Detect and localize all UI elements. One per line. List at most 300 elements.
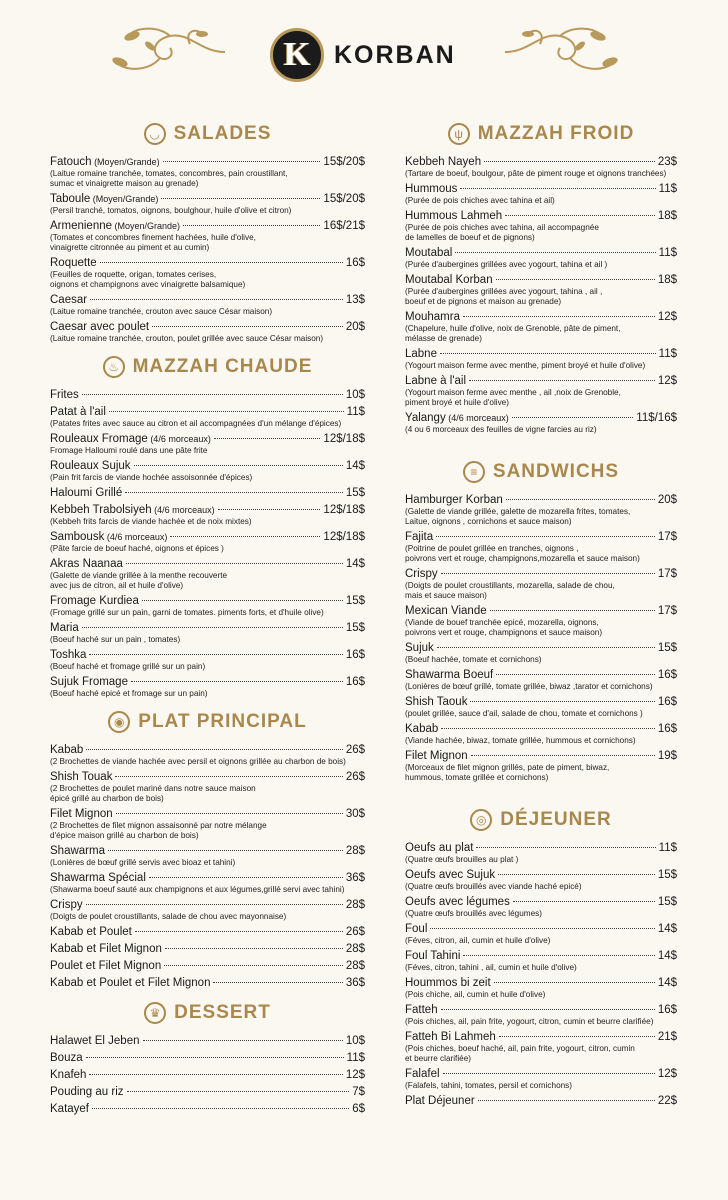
item-price: 11$/16$ bbox=[636, 412, 677, 424]
item-name: Shawarma Spécial bbox=[50, 872, 146, 884]
item-name: Filet Mignon bbox=[50, 808, 113, 820]
right-floral-ornament-icon bbox=[500, 22, 620, 82]
item-price: 11$ bbox=[346, 1052, 365, 1064]
dot-leader bbox=[441, 728, 655, 729]
menu-item bbox=[405, 209, 677, 243]
item-price: 11$ bbox=[658, 247, 677, 259]
item-price: 16$ bbox=[345, 676, 365, 688]
item-name: Sujuk bbox=[405, 642, 434, 654]
menu-item bbox=[405, 749, 677, 783]
item-portion-note: (Moyen/Grande) bbox=[91, 157, 160, 167]
item-price: 6$ bbox=[352, 1103, 365, 1115]
spoon-fork-icon: ψ bbox=[448, 123, 470, 145]
dot-leader bbox=[165, 948, 343, 949]
menu-item bbox=[405, 182, 677, 206]
dot-leader bbox=[127, 1091, 350, 1092]
menu-item-line bbox=[50, 432, 365, 446]
item-price: 15$ bbox=[345, 622, 365, 634]
item-price: 11$ bbox=[658, 183, 677, 195]
egg-pan-icon: ◎ bbox=[470, 809, 492, 831]
item-description: (Laitue romaine tranchée, tomates, concombres, pain croustillant, bbox=[50, 169, 288, 178]
item-description: Fromage Halloumi roulé dans une pâte frite bbox=[50, 446, 208, 455]
section-title: DESSERT bbox=[174, 1002, 271, 1023]
item-name: Fatteh Bi Lahmeh bbox=[405, 1031, 496, 1043]
dot-leader bbox=[455, 252, 655, 253]
menu-item bbox=[50, 898, 365, 922]
item-description: (Pain frit farcis de viande hochée assoisonnée d'épices) bbox=[50, 473, 253, 482]
menu-item bbox=[50, 807, 365, 841]
item-name: Shawarma bbox=[50, 845, 105, 857]
item-description: (Shawarma boeuf sauté aux champignons et aux légumes,grillé servi avec tahini) bbox=[50, 885, 345, 894]
dot-leader bbox=[131, 681, 343, 682]
dot-leader bbox=[183, 225, 320, 226]
item-description: (Purée de pois chiches avec tahina et ail) bbox=[405, 196, 555, 205]
menu-item-line bbox=[405, 1003, 677, 1017]
menu-item bbox=[405, 695, 677, 719]
item-price: 12$/18$ bbox=[323, 504, 365, 516]
item-price: 16$ bbox=[657, 696, 677, 708]
dot-leader bbox=[506, 499, 655, 500]
menu-item bbox=[50, 320, 365, 344]
dot-leader bbox=[213, 982, 342, 983]
section-title: MAZZAH CHAUDE bbox=[132, 356, 313, 377]
item-name: Labne bbox=[405, 348, 437, 360]
item-description: poivrons vert et rouge, champignons et sauce maison) bbox=[405, 628, 603, 637]
item-price: 12$ bbox=[657, 375, 677, 387]
menu-item bbox=[50, 675, 365, 699]
item-name: Haloumi Grillé bbox=[50, 487, 123, 499]
item-name: Hamburger Korban bbox=[405, 494, 503, 506]
item-price: 28$ bbox=[345, 960, 365, 972]
item-description: (Fromage grillé sur un pain, garni de tomates. piments forts, et d'huile olive) bbox=[50, 608, 324, 617]
menu-item bbox=[50, 1051, 365, 1065]
item-name: Kebbeh Trabolsiyeh (4/6 morceaux) bbox=[50, 504, 215, 516]
menu-item bbox=[405, 1094, 677, 1108]
menu-item bbox=[405, 922, 677, 946]
menu-item-line bbox=[50, 192, 365, 206]
menu-item-line bbox=[405, 530, 677, 544]
menu-section bbox=[405, 115, 677, 435]
item-price: 16$ bbox=[657, 723, 677, 735]
left-floral-ornament-icon bbox=[110, 22, 230, 82]
item-description: (Falafels, tahini, tomates, persil et cornichons) bbox=[405, 1081, 573, 1090]
item-name: Caesar avec poulet bbox=[50, 321, 150, 333]
left-menu-column bbox=[50, 115, 365, 1119]
menu-item bbox=[50, 871, 365, 895]
menu-item bbox=[50, 557, 365, 591]
menu-item-line bbox=[405, 347, 677, 361]
menu-section bbox=[405, 801, 677, 1108]
item-price: 15$ bbox=[657, 869, 677, 881]
menu-item-line bbox=[405, 155, 677, 169]
item-price: 12$ bbox=[345, 1069, 365, 1081]
item-price: 16$ bbox=[345, 649, 365, 661]
section-title: PLAT PRINCIPAL bbox=[138, 711, 307, 732]
item-description: (Féves, citron, ail, cumin et huile d'olive) bbox=[405, 936, 551, 945]
item-name: Yalangy (4/6 morceaux) bbox=[405, 412, 509, 424]
menu-item bbox=[405, 868, 677, 892]
salad-bowl-icon: ◡ bbox=[144, 123, 166, 145]
item-description: et beurre clarifiée) bbox=[405, 1054, 471, 1063]
item-description: (Lonières de bœuf grillé servis avec bioaz et tahini) bbox=[50, 858, 236, 867]
item-name: Caesar bbox=[50, 294, 88, 306]
menu-item-line bbox=[405, 493, 677, 507]
item-price: 16$/21$ bbox=[323, 220, 365, 232]
dot-leader bbox=[505, 215, 655, 216]
item-price: 28$ bbox=[345, 899, 365, 911]
dot-leader bbox=[86, 904, 343, 905]
item-price: 26$ bbox=[345, 744, 365, 756]
menu-item bbox=[405, 273, 677, 307]
item-description: boeuf et de pignons et maison au grenade) bbox=[405, 297, 562, 306]
menu-item bbox=[405, 641, 677, 665]
item-name: Hummous Lahmeh bbox=[405, 210, 503, 222]
dot-leader bbox=[214, 438, 321, 439]
dot-leader bbox=[152, 326, 343, 327]
item-price: 12$ bbox=[657, 1068, 677, 1080]
item-description: (Chapelure, huile d'olive, noix de Grenoble, pâte de piment, bbox=[405, 324, 621, 333]
sandwich-icon: ≡ bbox=[463, 461, 485, 483]
item-description: (Feuilles de roquette, origan, tomates cerises, bbox=[50, 270, 217, 279]
menu-item-line bbox=[405, 246, 677, 260]
item-name: Plat Déjeuner bbox=[405, 1095, 475, 1107]
item-description: (Yogourt maison ferme avec menthe , ail ,noix de Grenoble, bbox=[405, 388, 621, 397]
item-name: Hoummos bi zeit bbox=[405, 977, 491, 989]
item-description: (Tomates et concombres finement hachées, huile d'olive, bbox=[50, 233, 256, 242]
right-menu-column bbox=[405, 115, 677, 1111]
item-name: Akras Naanaa bbox=[50, 558, 123, 570]
dot-leader bbox=[494, 982, 655, 983]
menu-item-line bbox=[50, 219, 365, 233]
item-description: (Morceaux de filet mignon grillés, pate de piment, biwaz, bbox=[405, 763, 610, 772]
item-description: (Kebbeh frits farcis de viande hachée et de noix mixtes) bbox=[50, 517, 252, 526]
item-description: (poulet grillée, sauce d'ail, salade de chou, tomate et cornichons ) bbox=[405, 709, 643, 718]
dot-leader bbox=[82, 627, 343, 628]
menu-section bbox=[405, 453, 677, 783]
dot-leader bbox=[437, 647, 655, 648]
item-name: Kabab bbox=[405, 723, 439, 735]
menu-item bbox=[405, 604, 677, 638]
item-price: 11$ bbox=[346, 406, 365, 418]
menu-item bbox=[50, 594, 365, 618]
dot-leader bbox=[109, 411, 344, 412]
dot-leader bbox=[499, 1036, 655, 1037]
menu-item-line bbox=[405, 949, 677, 963]
item-portion-note: (4/6 morceaux) bbox=[151, 505, 215, 515]
menu-item bbox=[50, 155, 365, 189]
item-name: Crispy bbox=[405, 568, 438, 580]
menu-item bbox=[50, 743, 365, 767]
menu-item bbox=[50, 293, 365, 317]
item-name: Kabab et Poulet et Filet Mignon bbox=[50, 977, 211, 989]
item-description: (Quatre œufs brouilles au plat ) bbox=[405, 855, 519, 864]
dot-leader bbox=[100, 262, 343, 263]
dot-leader bbox=[496, 674, 655, 675]
menu-item bbox=[50, 1034, 365, 1048]
dot-leader bbox=[430, 928, 654, 929]
item-price: 14$ bbox=[657, 977, 677, 989]
menu-item-line bbox=[405, 976, 677, 990]
menu-section bbox=[50, 115, 365, 344]
menu-item bbox=[405, 841, 677, 865]
item-description: (Pâte farcie de boeuf haché, oignons et épices ) bbox=[50, 544, 224, 553]
item-price: 12$/18$ bbox=[323, 531, 365, 543]
menu-item-line bbox=[405, 182, 677, 196]
menu-item-line bbox=[50, 388, 365, 402]
plate-cutlery-icon: ◉ bbox=[108, 711, 130, 733]
logo-letter: K bbox=[283, 36, 311, 73]
section-header bbox=[405, 801, 677, 839]
menu-header bbox=[0, 0, 728, 110]
item-description: piment broyé et huile d'olive) bbox=[405, 398, 509, 407]
item-name: Katayef bbox=[50, 1103, 89, 1115]
dot-leader bbox=[498, 874, 655, 875]
menu-item-line bbox=[405, 1030, 677, 1044]
hot-dish-icon: ♨ bbox=[103, 356, 125, 378]
item-description: d'épice maison grillé au charbon de bois) bbox=[50, 831, 199, 840]
dot-leader bbox=[164, 965, 343, 966]
dot-leader bbox=[513, 901, 655, 902]
item-description: (Lonières de bœuf grillé, tomate grillée, biwaz ,tarator et cornichons) bbox=[405, 682, 653, 691]
menu-item-line bbox=[405, 604, 677, 618]
menu-item-line bbox=[50, 530, 365, 544]
item-name: Rouleaux Sujuk bbox=[50, 460, 131, 472]
menu-item-line bbox=[405, 922, 677, 936]
section-header bbox=[50, 348, 365, 386]
dot-leader bbox=[125, 492, 343, 493]
item-name: Kebbeh Nayeh bbox=[405, 156, 482, 168]
item-price: 28$ bbox=[345, 845, 365, 857]
item-price: 21$ bbox=[657, 1031, 677, 1043]
dot-leader bbox=[86, 1057, 344, 1058]
menu-item bbox=[50, 959, 365, 973]
menu-item bbox=[50, 925, 365, 939]
dot-leader bbox=[134, 465, 343, 466]
menu-item-line bbox=[50, 320, 365, 334]
item-description: (Viande hachée, biwaz, tomate grillée, hummous et cornichons) bbox=[405, 736, 636, 745]
menu-item-line bbox=[405, 868, 677, 882]
item-price: 7$ bbox=[352, 1086, 365, 1098]
menu-item bbox=[50, 432, 365, 456]
item-price: 20$ bbox=[657, 494, 677, 506]
menu-item-line bbox=[50, 743, 365, 757]
menu-item-line bbox=[405, 411, 677, 425]
menu-item-line bbox=[50, 486, 365, 500]
menu-item bbox=[405, 895, 677, 919]
dot-leader bbox=[476, 847, 655, 848]
item-description: (Persil tranché, tomatos, oignons, boulghour, huile d'olive et citron) bbox=[50, 206, 292, 215]
item-price: 10$ bbox=[345, 389, 365, 401]
item-name: Falafel bbox=[405, 1068, 440, 1080]
item-description: hummous, tomate grillée et cornichons) bbox=[405, 773, 549, 782]
item-price: 18$ bbox=[657, 274, 677, 286]
menu-item-line bbox=[50, 959, 365, 973]
item-name: Halawet El Jeben bbox=[50, 1035, 140, 1047]
item-name: Knafeh bbox=[50, 1069, 87, 1081]
menu-item-line bbox=[50, 898, 365, 912]
dot-leader bbox=[460, 188, 655, 189]
item-price: 11$ bbox=[658, 842, 677, 854]
dot-leader bbox=[470, 701, 654, 702]
dot-leader bbox=[463, 955, 654, 956]
item-name: Kabab et Poulet bbox=[50, 926, 132, 938]
dot-leader bbox=[496, 279, 655, 280]
item-price: 16$ bbox=[657, 1004, 677, 1016]
item-name: Labne à l'ail bbox=[405, 375, 467, 387]
dot-leader bbox=[478, 1100, 655, 1101]
item-description: (Pois chiche, ail, cumin et huile d'olive) bbox=[405, 990, 546, 999]
menu-item-line bbox=[50, 807, 365, 821]
item-description: épicé grillé au charbon de bois) bbox=[50, 794, 164, 803]
menu-item bbox=[50, 1102, 365, 1116]
item-portion-note: (Moyen/Grande) bbox=[90, 194, 159, 204]
item-description: (Boeuf haché epicé et fromage sur un pain) bbox=[50, 689, 208, 698]
item-name: Toshka bbox=[50, 649, 87, 661]
dot-leader bbox=[471, 755, 655, 756]
item-description: (Doigts de poulet croustillants, mozarella, salade de chou, bbox=[405, 581, 615, 590]
menu-item bbox=[50, 459, 365, 483]
menu-item bbox=[50, 621, 365, 645]
dot-leader bbox=[142, 600, 343, 601]
item-description: (Laitue romaine tranchée, crouton avec sauce César maison) bbox=[50, 307, 273, 316]
menu-item-line bbox=[405, 374, 677, 388]
menu-item bbox=[405, 668, 677, 692]
logo-badge bbox=[270, 28, 324, 82]
item-name: Kabab bbox=[50, 744, 84, 756]
item-description: (Laitue romaine tranchée, crouton, poulet grillée avec sauce César maison) bbox=[50, 334, 324, 343]
menu-item-line bbox=[50, 976, 365, 990]
menu-item bbox=[50, 503, 365, 527]
menu-section bbox=[50, 994, 365, 1116]
menu-item-line bbox=[50, 770, 365, 784]
item-description: (Poitrine de poulet grillée en tranches, oignons , bbox=[405, 544, 579, 553]
dot-leader bbox=[440, 353, 656, 354]
dot-leader bbox=[443, 1073, 655, 1074]
item-price: 11$ bbox=[658, 348, 677, 360]
item-description: de lamelles de boeuf et de pignons) bbox=[405, 233, 535, 242]
menu-section bbox=[50, 348, 365, 699]
dot-leader bbox=[463, 316, 655, 317]
item-description: (Boeuf hachée, tomate et cornichons) bbox=[405, 655, 542, 664]
menu-item bbox=[50, 192, 365, 216]
brand-name: KORBAN bbox=[334, 40, 456, 69]
menu-item bbox=[50, 844, 365, 868]
item-description: sumac et vinaigrette maison au grenade) bbox=[50, 179, 199, 188]
item-price: 14$ bbox=[345, 558, 365, 570]
item-price: 18$ bbox=[657, 210, 677, 222]
item-description: mélasse de grenade) bbox=[405, 334, 482, 343]
item-name: Fajita bbox=[405, 531, 434, 543]
item-name: Kabab et Filet Mignon bbox=[50, 943, 162, 955]
dot-leader bbox=[126, 563, 343, 564]
menu-item bbox=[405, 493, 677, 527]
item-price: 15$ bbox=[345, 595, 365, 607]
menu-item-line bbox=[50, 871, 365, 885]
item-description: avec jus de citron, ail et huile d'olive) bbox=[50, 581, 184, 590]
item-price: 16$ bbox=[345, 257, 365, 269]
menu-item bbox=[405, 374, 677, 408]
menu-item-line bbox=[405, 895, 677, 909]
menu-item bbox=[50, 1068, 365, 1082]
item-name: Roquette bbox=[50, 257, 97, 269]
item-description: (Boeuf haché sur un pain , tomates) bbox=[50, 635, 181, 644]
menu-item bbox=[50, 770, 365, 804]
menu-item-line bbox=[405, 273, 677, 287]
menu-item bbox=[50, 976, 365, 990]
item-description: (Féves, citron, tahini , ail, cumin et huile d'olive) bbox=[405, 963, 577, 972]
item-price: 17$ bbox=[657, 531, 677, 543]
menu-item-line bbox=[405, 209, 677, 223]
section-header bbox=[405, 453, 677, 491]
item-name: Sujuk Fromage bbox=[50, 676, 128, 688]
item-description: oignons et champignons avec vinaigrette balsamique) bbox=[50, 280, 246, 289]
dot-leader bbox=[86, 749, 343, 750]
section-header bbox=[50, 115, 365, 153]
item-description: (Yogourt maison ferme avec menthe, piment broyé et huile d'olive) bbox=[405, 361, 646, 370]
dot-leader bbox=[143, 1040, 343, 1041]
menu-item bbox=[50, 942, 365, 956]
dot-leader bbox=[490, 610, 655, 611]
item-name: Crispy bbox=[50, 899, 83, 911]
item-price: 15$/20$ bbox=[323, 193, 365, 205]
dot-leader bbox=[512, 417, 634, 418]
item-description: (2 Brochettes de filet mignon assaisonné par notre mélange bbox=[50, 821, 267, 830]
item-name: Patat à l'ail bbox=[50, 406, 106, 418]
menu-item-line bbox=[50, 675, 365, 689]
menu-item-line bbox=[405, 567, 677, 581]
section-header bbox=[50, 994, 365, 1032]
item-price: 14$ bbox=[657, 923, 677, 935]
item-price: 36$ bbox=[345, 872, 365, 884]
menu-item bbox=[50, 1085, 365, 1099]
item-price: 15$/20$ bbox=[323, 156, 365, 168]
item-name: Foul Tahini bbox=[405, 950, 461, 962]
menu-item bbox=[405, 246, 677, 270]
item-name: Mouhamra bbox=[405, 311, 460, 323]
item-name: Fatteh bbox=[405, 1004, 438, 1016]
menu-item-line bbox=[50, 405, 365, 419]
item-description: (Pois chiches, boeuf haché, ail, pain frite, yogourt, citron, cumin bbox=[405, 1044, 635, 1053]
dot-leader bbox=[484, 161, 655, 162]
dot-leader bbox=[436, 536, 655, 537]
item-description: (2 Brochettes de poulet mariné dans notre sauce maison bbox=[50, 784, 256, 793]
section-title: DÉJEUNER bbox=[500, 809, 612, 830]
menu-item-line bbox=[50, 621, 365, 635]
dot-leader bbox=[149, 877, 343, 878]
item-name: Fromage Kurdiea bbox=[50, 595, 139, 607]
menu-item-line bbox=[50, 503, 365, 517]
menu-item bbox=[50, 648, 365, 672]
dot-leader bbox=[108, 850, 343, 851]
dot-leader bbox=[90, 299, 343, 300]
menu-item-line bbox=[405, 722, 677, 736]
item-name: Frites bbox=[50, 389, 79, 401]
item-price: 17$ bbox=[657, 568, 677, 580]
item-name: Moutabal bbox=[405, 247, 453, 259]
menu-item-line bbox=[50, 594, 365, 608]
item-price: 28$ bbox=[345, 943, 365, 955]
item-price: 12$ bbox=[657, 311, 677, 323]
cupcake-icon: ♛ bbox=[144, 1002, 166, 1024]
menu-item bbox=[405, 347, 677, 371]
item-name: Mexican Viande bbox=[405, 605, 487, 617]
item-price: 14$ bbox=[657, 950, 677, 962]
item-description: (Doigts de poulet croustillants, salade de chou avec mayonnaise) bbox=[50, 912, 287, 921]
item-description: (Patates frites avec sauce au citron et ail accompagnées d'un mélange d'épices) bbox=[50, 419, 342, 428]
section-header bbox=[50, 703, 365, 741]
menu-item-line bbox=[405, 695, 677, 709]
item-name: Hummous bbox=[405, 183, 458, 195]
